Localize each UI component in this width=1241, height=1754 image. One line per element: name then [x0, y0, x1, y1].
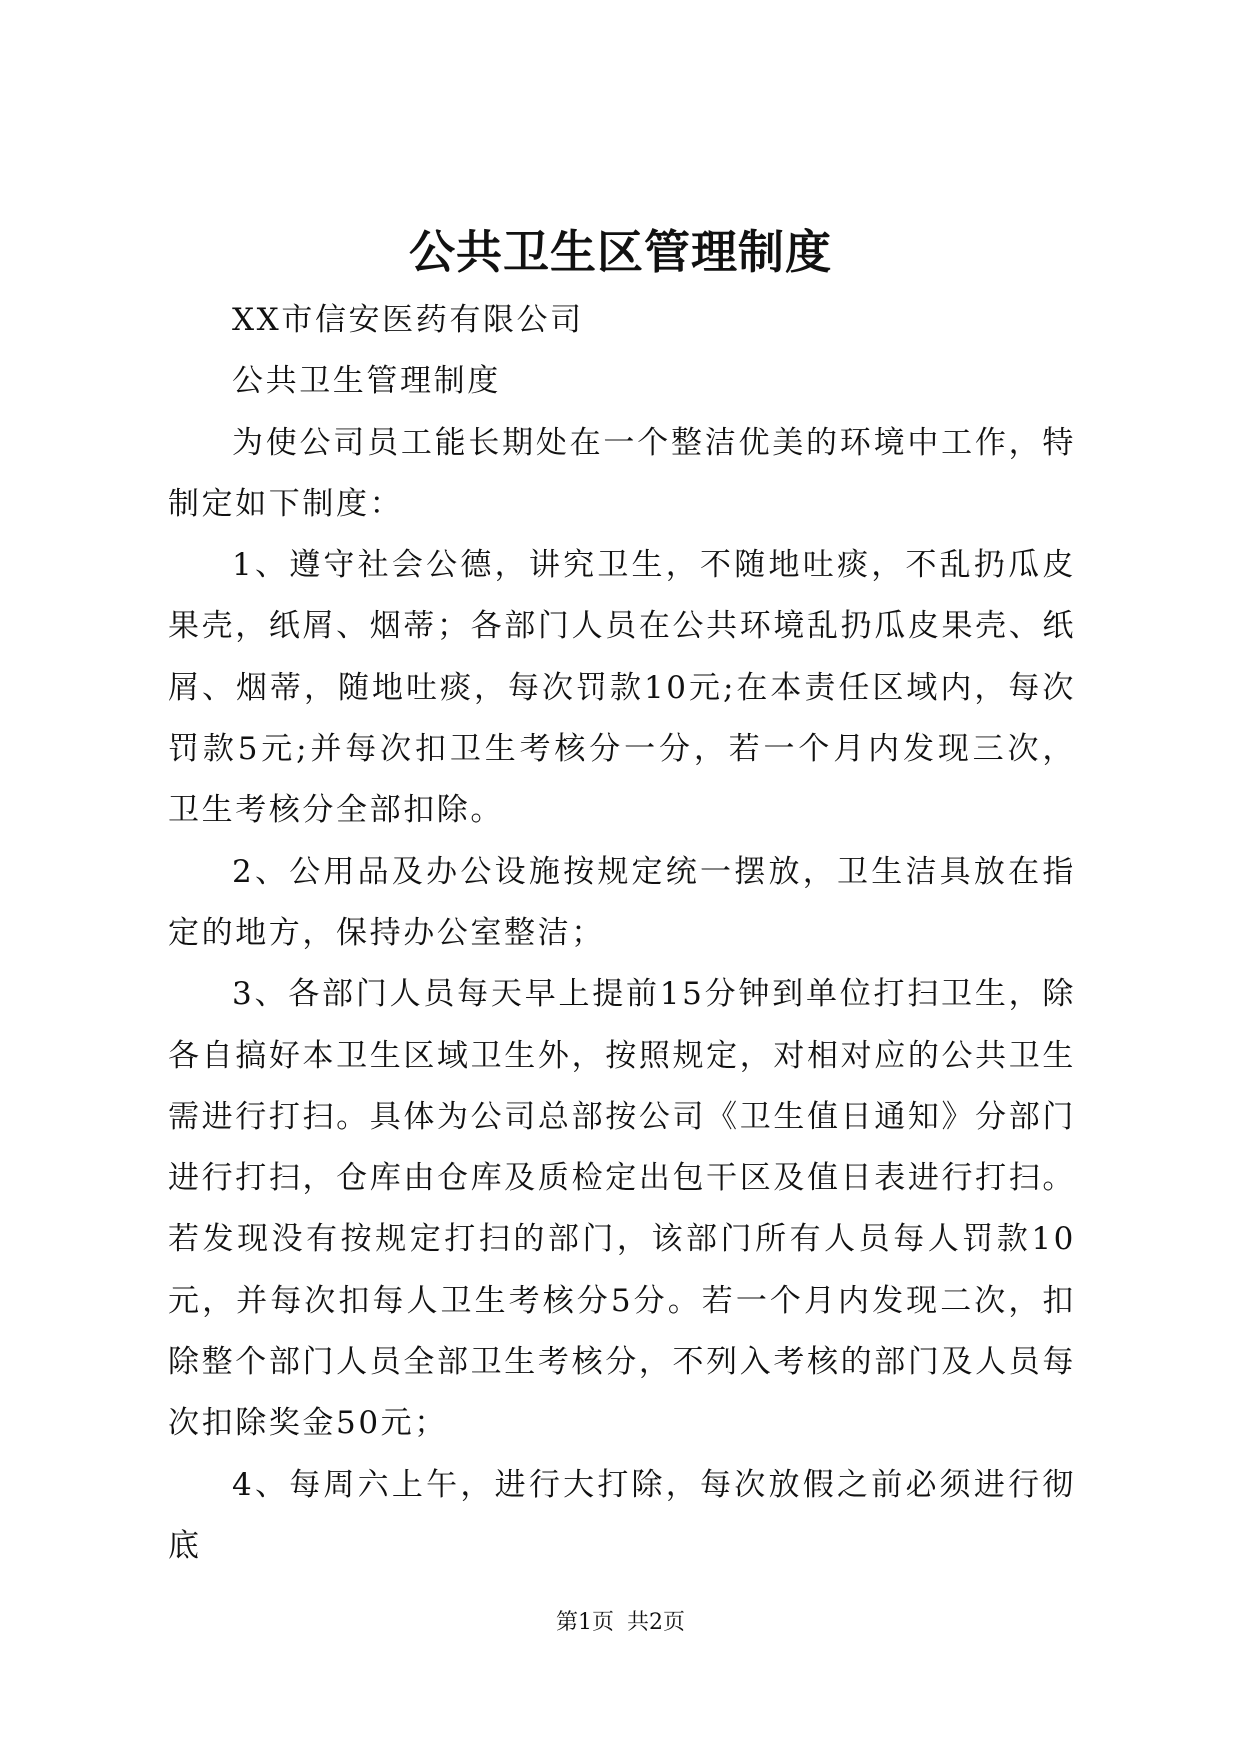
intro-paragraph: 为使公司员工能长期处在一个整洁优美的环境中工作，特制定如下制度：	[168, 424, 1076, 522]
document-title: 公共卫生区管理制度	[409, 225, 832, 279]
page-total: 共2页	[627, 1610, 685, 1635]
rule-4-paragraph: 4、每周六上午，进行大打除，每次放假之前必须进行彻底	[168, 1466, 1076, 1564]
company-name: XX市信安医药有限公司	[232, 302, 584, 338]
document-body	[168, 290, 1076, 1577]
rule-1-paragraph: 1、遵守社会公德，讲究卫生，不随地吐痰，不乱扔瓜皮果壳，纸屑、烟蒂；各部门人员在公共环境乱扔瓜皮果壳、纸屑、烟蒂，随地吐痰，每次罚款10元;在本责任区域内，每次罚款5元;并每次扣卫生考核分一分，若一个月内发现三次，卫生考核分全部扣除。	[168, 547, 1076, 829]
page-number: 第1页	[556, 1610, 614, 1635]
rule-3-paragraph: 3、各部门人员每天早上提前15分钟到单位打扫卫生，除各自搞好本卫生区域卫生外，按照规定，对相对应的公共卫生需进行打扫。具体为公司总部按公司《卫生值日通知》分部门进行打扫，仓库由仓库及质检定出包干区及值日表进行打扫。若发现没有按规定打扫的部门，该部门所有人员每人罚款10元，并每次扣每人卫生考核分5分。若一个月内发现二次，扣除整个部门人员全部卫生考核分，不列入考核的部门及人员每次扣除奖金50元；	[168, 976, 1076, 1442]
rule-2-paragraph: 2、公用品及办公设施按规定统一摆放，卫生洁具放在指定的地方，保持办公室整洁；	[168, 853, 1076, 951]
subtitle: 公共卫生管理制度	[232, 363, 501, 400]
page-footer	[0, 1608, 1241, 1638]
